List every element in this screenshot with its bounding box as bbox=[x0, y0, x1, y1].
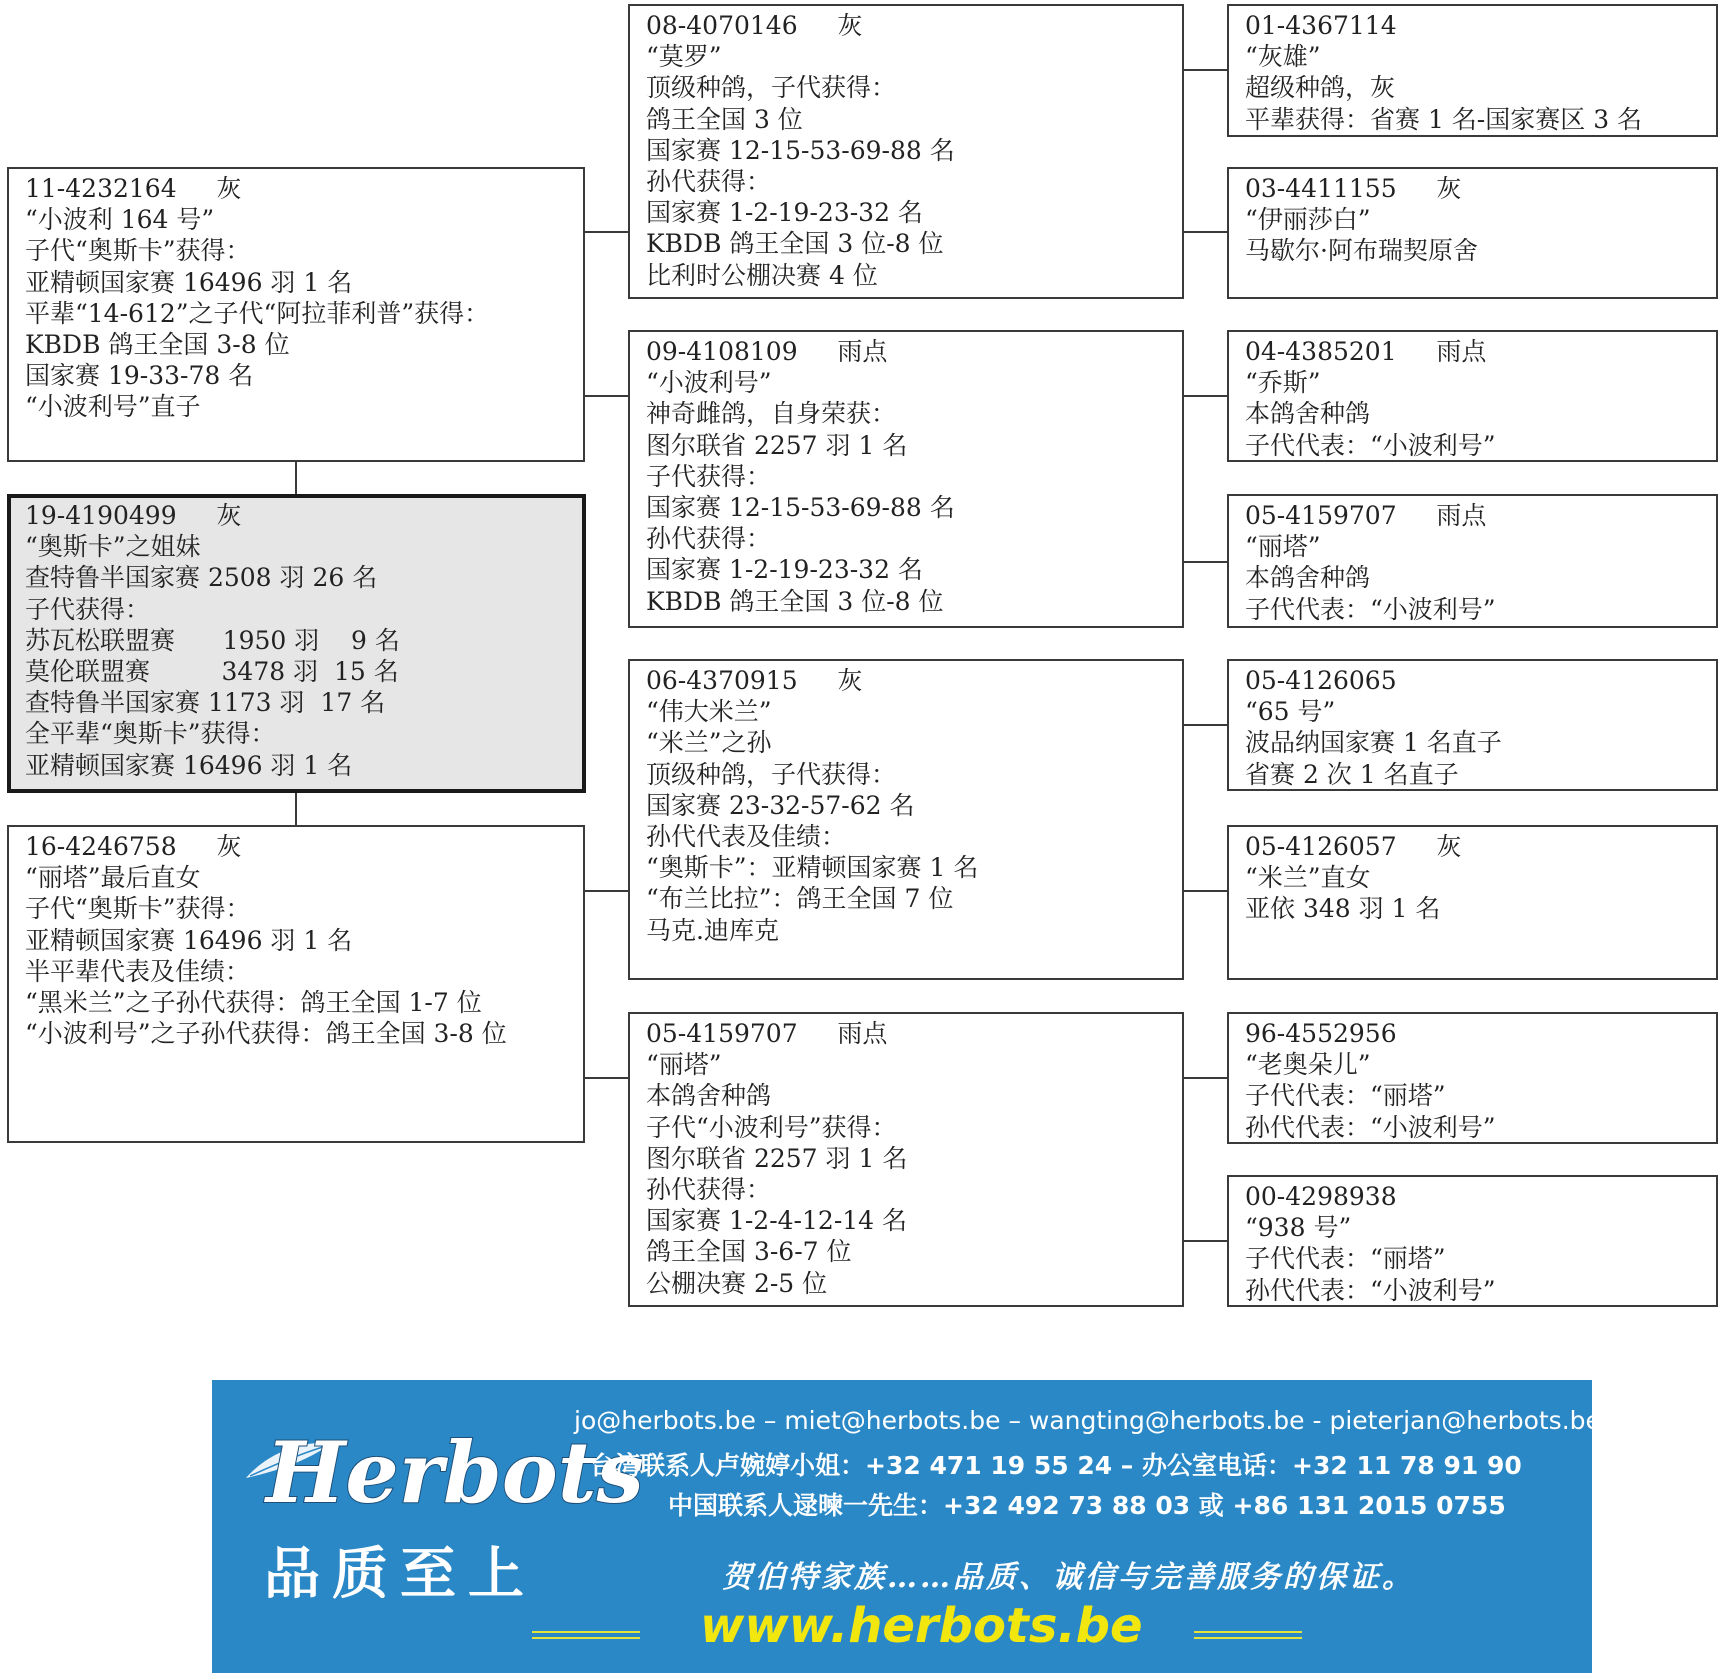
pedigree-line: “黑米兰”之子孙代获得：鸽王全国 1-7 位 bbox=[25, 988, 482, 1018]
ring-number: 11-4232164 bbox=[25, 174, 177, 203]
color-label: 灰 bbox=[837, 666, 863, 695]
pedigree-line: “灰雄” bbox=[1245, 42, 1321, 72]
card-lines bbox=[646, 1049, 1182, 1299]
ring-header bbox=[1245, 831, 1716, 862]
ring-number: 04-4385201 bbox=[1245, 337, 1397, 366]
decor-line-right bbox=[1194, 1631, 1302, 1633]
pedigree-line: 本鸽舍种鸽 bbox=[1245, 563, 1371, 593]
pedigree-line: 半平辈代表及佳绩： bbox=[25, 956, 251, 986]
ring-header bbox=[25, 500, 582, 531]
pedigree-line: 顶级种鸽，子代获得： bbox=[646, 759, 897, 789]
slogan: 品质至上 bbox=[264, 1541, 536, 1607]
ring-header bbox=[1245, 1018, 1716, 1049]
ssd-connector bbox=[1183, 231, 1228, 233]
pedigree-line: 亚精顿国家赛 16496 羽 1 名 bbox=[25, 267, 353, 297]
color-label: 灰 bbox=[1436, 174, 1462, 203]
dds-connector bbox=[1183, 1077, 1228, 1079]
ddd-connector bbox=[1183, 1240, 1228, 1242]
contact-china: 中国联系人逯暕一先生：+32 492 73 88 03 或 +86 131 2015 0755 bbox=[668, 1491, 1506, 1520]
ring-header bbox=[646, 336, 1182, 367]
ring-number: 05-4126065 bbox=[1245, 666, 1397, 695]
ddd-card bbox=[1227, 1175, 1718, 1307]
ssd-card bbox=[1227, 167, 1718, 299]
dam-sire-card bbox=[628, 659, 1184, 980]
pedigree-line: 孙代代表及佳绩： bbox=[646, 822, 847, 852]
pedigree-line: “米兰”直女 bbox=[1245, 863, 1371, 893]
pedigree-line: 国家赛 12-15-53-69-88 名 bbox=[646, 493, 955, 523]
ring-header bbox=[646, 1018, 1182, 1049]
color-label: 雨点 bbox=[1436, 501, 1487, 530]
color-label: 雨点 bbox=[1436, 337, 1487, 366]
pedigree-line: 全平辈“奥斯卡”获得： bbox=[25, 719, 276, 749]
sdd-connector bbox=[1183, 561, 1228, 563]
pedigree-line: “小波利号” bbox=[646, 368, 772, 398]
ring-number: 96-4552956 bbox=[1245, 1019, 1397, 1048]
card-lines bbox=[1245, 531, 1716, 625]
dss-connector bbox=[1183, 724, 1228, 726]
pedigree-line: 波品纳国家赛 1 名直子 bbox=[1245, 728, 1502, 758]
dam-card bbox=[7, 825, 585, 1143]
card-lines bbox=[1245, 696, 1716, 790]
dam-dam-connector bbox=[584, 1077, 629, 1079]
pedigree-line: “小波利号”之子孙代获得：鸽王全国 3-8 位 bbox=[25, 1019, 507, 1049]
pedigree-line: “莫罗” bbox=[646, 42, 722, 72]
pedigree-line: 国家赛 23-32-57-62 名 bbox=[646, 790, 915, 820]
pedigree-line: 平辈“14-612”之子代“阿拉菲利普”获得： bbox=[25, 298, 490, 328]
ring-header bbox=[646, 665, 1182, 696]
pedigree-line: “伊丽莎白” bbox=[1245, 205, 1371, 235]
sss-card bbox=[1227, 4, 1718, 137]
website-link[interactable]: www.herbots.be bbox=[700, 1598, 1143, 1654]
dsd-connector bbox=[1183, 890, 1228, 892]
sdd-card bbox=[1227, 494, 1718, 628]
pedigree-line: 鸽王全国 3-6-7 位 bbox=[646, 1237, 852, 1267]
subject-dam-connector bbox=[295, 792, 297, 826]
ring-header bbox=[1245, 173, 1716, 204]
pedigree-line: “米兰”之孙 bbox=[646, 728, 772, 758]
card-lines bbox=[1245, 1049, 1716, 1143]
card-lines bbox=[1245, 41, 1716, 135]
pedigree-line: 孙代获得： bbox=[646, 167, 772, 197]
card-lines bbox=[1245, 862, 1716, 924]
card-lines bbox=[25, 531, 582, 781]
pedigree-line: 莫伦联盟赛 3478 羽 15 名 bbox=[25, 657, 399, 687]
pedigree-line: 鸽王全国 3 位 bbox=[646, 104, 803, 134]
ring-header bbox=[646, 10, 1182, 41]
pedigree-line: “丽塔” bbox=[1245, 532, 1321, 562]
ring-number: 09-4108109 bbox=[646, 337, 798, 366]
pedigree-line: 亚依 348 羽 1 名 bbox=[1245, 894, 1441, 924]
pedigree-line: “丽塔”最后直女 bbox=[25, 863, 201, 893]
subject-sire-connector bbox=[295, 461, 297, 495]
pedigree-line: 本鸽舍种鸽 bbox=[1245, 399, 1371, 429]
dam-sire-connector bbox=[584, 890, 629, 892]
pedigree-line: 国家赛 1-2-19-23-32 名 bbox=[646, 555, 923, 585]
card-lines bbox=[1245, 1212, 1716, 1306]
pedigree-line: 孙代获得： bbox=[646, 524, 772, 554]
color-label: 灰 bbox=[837, 11, 863, 40]
pedigree-line: “小波利号”直子 bbox=[25, 392, 201, 422]
dss-card bbox=[1227, 659, 1718, 791]
pedigree-line: 苏瓦松联盟赛 1950 羽 9 名 bbox=[25, 625, 400, 655]
color-label: 灰 bbox=[216, 501, 242, 530]
dds-card bbox=[1227, 1012, 1718, 1144]
pedigree-line: “65 号” bbox=[1245, 697, 1336, 727]
pedigree-line: 省赛 2 次 1 名直子 bbox=[1245, 759, 1459, 789]
pedigree-line: 国家赛 1-2-4-12-14 名 bbox=[646, 1206, 908, 1236]
sds-card bbox=[1227, 330, 1718, 462]
card-lines bbox=[1245, 367, 1716, 461]
sire-sire-connector bbox=[584, 231, 629, 233]
ring-header bbox=[1245, 1181, 1716, 1212]
ring-number: 03-4411155 bbox=[1245, 174, 1397, 203]
herbots-logo bbox=[242, 1408, 644, 1538]
pedigree-line: 超级种鸽，灰 bbox=[1245, 73, 1396, 103]
pedigree-line: 马克.迪库克 bbox=[646, 915, 779, 945]
color-label: 灰 bbox=[216, 174, 242, 203]
card-lines bbox=[25, 862, 583, 1049]
pedigree-line: 亚精顿国家赛 16496 羽 1 名 bbox=[25, 925, 353, 955]
sire-sire-card bbox=[628, 4, 1184, 299]
card-lines bbox=[646, 367, 1182, 617]
contact-emails[interactable]: jo@herbots.be – miet@herbots.be – wangting@herbots.be - pieterjan@herbots.be bbox=[574, 1406, 1601, 1435]
decor-line-left bbox=[532, 1637, 640, 1639]
pedigree-line: 子代代表：“小波利号” bbox=[1245, 594, 1496, 624]
sire-dam-card bbox=[628, 330, 1184, 628]
pedigree-line: 马歇尔·阿布瑞契原舍 bbox=[1245, 236, 1478, 266]
ring-header bbox=[1245, 10, 1716, 41]
color-label: 灰 bbox=[216, 832, 242, 861]
card-lines bbox=[1245, 204, 1716, 266]
logo-wordmark: Herbots bbox=[266, 1423, 644, 1522]
pedigree-line: 查特鲁半国家赛 1173 羽 17 名 bbox=[25, 688, 386, 718]
color-label: 雨点 bbox=[837, 337, 888, 366]
ring-number: 01-4367114 bbox=[1245, 11, 1397, 40]
pedigree-line: “乔斯” bbox=[1245, 368, 1321, 398]
pedigree-line: 国家赛 1-2-19-23-32 名 bbox=[646, 198, 923, 228]
sss-connector bbox=[1183, 69, 1228, 71]
pedigree-line: “奥斯卡”之姐妹 bbox=[25, 532, 201, 562]
pedigree-line: 子代“奥斯卡”获得： bbox=[25, 236, 251, 266]
pedigree-line: “丽塔” bbox=[646, 1050, 722, 1080]
pedigree-line: “小波利 164 号” bbox=[25, 205, 215, 235]
pedigree-line: 子代代表：“丽塔” bbox=[1245, 1081, 1446, 1111]
ring-number: 05-4126057 bbox=[1245, 832, 1397, 861]
sds-connector bbox=[1183, 395, 1228, 397]
pedigree-line: 比利时公棚决赛 4 位 bbox=[646, 260, 878, 290]
pedigree-line: 国家赛 19-33-78 名 bbox=[25, 361, 254, 391]
pedigree-line: “老奥朵儿” bbox=[1245, 1050, 1371, 1080]
pedigree-line: 图尔联省 2257 羽 1 名 bbox=[646, 1143, 908, 1173]
card-lines bbox=[646, 41, 1182, 291]
pedigree-line: “938 号” bbox=[1245, 1213, 1352, 1243]
decor-line-right bbox=[1194, 1637, 1302, 1639]
decor-line-left bbox=[532, 1631, 640, 1633]
ring-number: 16-4246758 bbox=[25, 832, 177, 861]
dam-dam-card bbox=[628, 1012, 1184, 1307]
pedigree-line: KBDB 鸽王全国 3 位-8 位 bbox=[646, 586, 944, 616]
pedigree-line: 子代获得： bbox=[646, 461, 772, 491]
pedigree-line: 子代代表：“丽塔” bbox=[1245, 1244, 1446, 1274]
ring-number: 05-4159707 bbox=[646, 1019, 798, 1048]
ring-number: 19-4190499 bbox=[25, 501, 177, 530]
ring-number: 08-4070146 bbox=[646, 11, 798, 40]
card-lines bbox=[25, 204, 583, 422]
pedigree-line: 平辈获得：省赛 1 名-国家赛区 3 名 bbox=[1245, 104, 1643, 134]
sire-card bbox=[7, 167, 585, 462]
pedigree-line: 孙代获得： bbox=[646, 1175, 772, 1205]
card-lines bbox=[646, 696, 1182, 946]
pedigree-line: “奥斯卡”：亚精顿国家赛 1 名 bbox=[646, 853, 979, 883]
pedigree-line: “伟大米兰” bbox=[646, 697, 772, 727]
subject-card bbox=[7, 494, 586, 793]
sire-dam-connector bbox=[584, 395, 629, 397]
ring-header bbox=[1245, 665, 1716, 696]
pedigree-line: 子代“小波利号”获得： bbox=[646, 1112, 897, 1142]
ring-header bbox=[25, 173, 583, 204]
pedigree-line: 孙代代表：“小波利号” bbox=[1245, 1112, 1496, 1142]
color-label: 雨点 bbox=[837, 1019, 888, 1048]
pedigree-line: 亚精顿国家赛 16496 羽 1 名 bbox=[25, 750, 353, 780]
pedigree-line: 子代获得： bbox=[25, 594, 151, 624]
ring-number: 05-4159707 bbox=[1245, 501, 1397, 530]
pedigree-line: KBDB 鸽王全国 3 位-8 位 bbox=[646, 229, 944, 259]
dsd-card bbox=[1227, 825, 1718, 980]
ring-number: 06-4370915 bbox=[646, 666, 798, 695]
contact-banner bbox=[212, 1380, 1601, 1673]
ring-header bbox=[1245, 336, 1716, 367]
pedigree-line: 图尔联省 2257 羽 1 名 bbox=[646, 430, 908, 460]
pedigree-line: 国家赛 12-15-53-69-88 名 bbox=[646, 135, 955, 165]
color-label: 灰 bbox=[1436, 832, 1462, 861]
pedigree-line: 孙代代表：“小波利号” bbox=[1245, 1275, 1496, 1305]
pedigree-line: 公棚决赛 2-5 位 bbox=[646, 1268, 828, 1298]
contact-taiwan: 台湾联系人卢婉婷小姐：+32 471 19 55 24 – 办公室电话：+32 11 78 91 90 bbox=[590, 1451, 1522, 1480]
ring-header bbox=[25, 831, 583, 862]
pedigree-line: 本鸽舍种鸽 bbox=[646, 1081, 772, 1111]
pedigree-line: KBDB 鸽王全国 3-8 位 bbox=[25, 330, 290, 360]
pedigree-line: 顶级种鸽，子代获得： bbox=[646, 73, 897, 103]
tagline: 贺伯特家族……品质、诚信与完善服务的保证。 bbox=[722, 1560, 1415, 1595]
pedigree-line: 神奇雌鸽，自身荣获： bbox=[646, 399, 897, 429]
pedigree-line: 子代代表：“小波利号” bbox=[1245, 430, 1496, 460]
ring-header bbox=[1245, 500, 1716, 531]
pedigree-line: 查特鲁半国家赛 2508 羽 26 名 bbox=[25, 563, 378, 593]
ring-number: 00-4298938 bbox=[1245, 1182, 1397, 1211]
pedigree-line: 子代“奥斯卡”获得： bbox=[25, 894, 251, 924]
pedigree-line: “布兰比拉”：鸽王全国 7 位 bbox=[646, 884, 954, 914]
